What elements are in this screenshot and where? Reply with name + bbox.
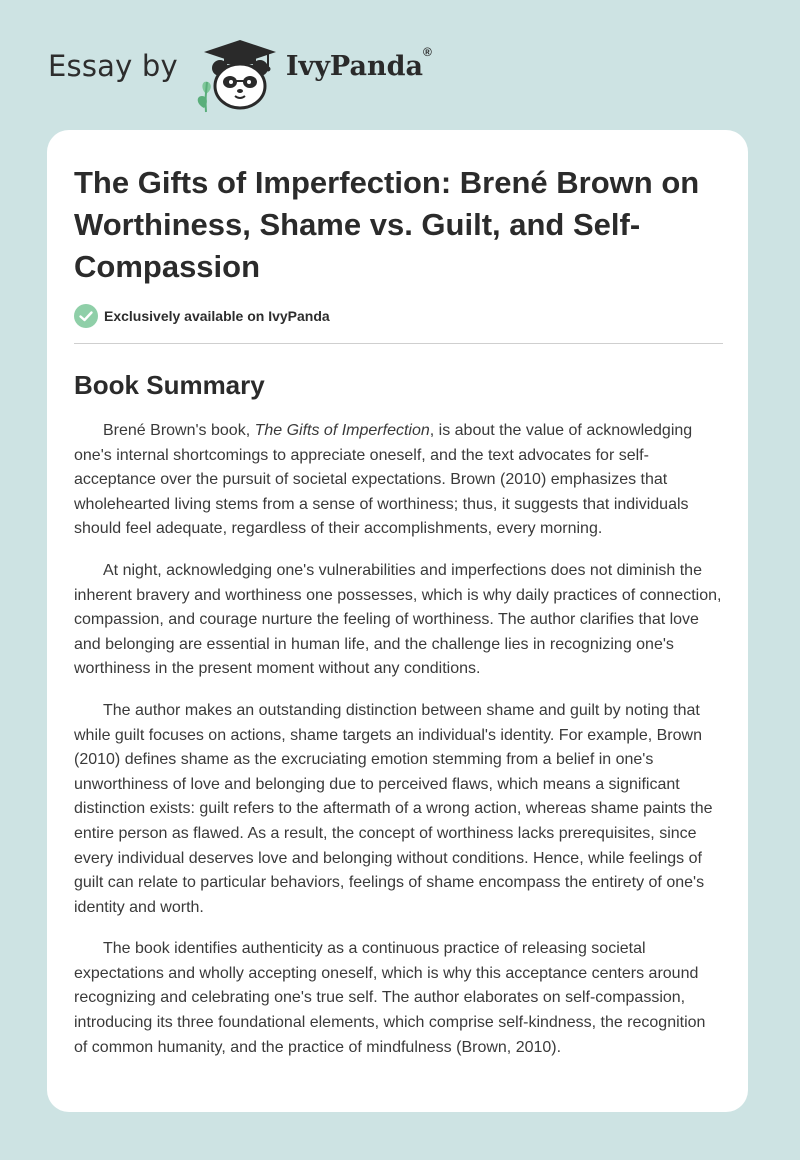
- essay-card: [47, 130, 748, 1112]
- essay-title: The Gifts of Imperfection: Brené Brown on Worthiness, Shame vs. Guilt, and Self-Compassion: [74, 165, 700, 284]
- book-title-italic: The Gifts of Imperfection: [254, 422, 430, 439]
- paragraph-1: [74, 419, 723, 542]
- paragraph-1-end: , is about the value of acknowledging one's internal shortcomings to appreciate oneself, and the text advocates for self-acceptance over the pursuit of societal expectations. Brown (2010) emphasizes that wholehearted living stems from a sense of worthiness; thus, it suggests that individuals should feel adequate, regardless of their accomplishments, every morning.: [74, 422, 693, 538]
- divider: [74, 343, 723, 344]
- exclusive-label: Exclusively available on IvyPanda: [104, 308, 330, 324]
- brand-name-text: IvyPanda: [285, 50, 423, 82]
- brand-name[interactable]: [285, 44, 432, 82]
- check-circle-icon: [74, 304, 98, 328]
- paragraph-4: The book identifies authenticity as a continuous practice of releasing societal expectations and wholly accepting oneself, which is why this acceptance centers around recognizing and celebrating one's true self. The author elaborates on self-compassion, introducing its three foundational elements, which comprise self-kindness, the recognition of common humanity, and the practice of mindfulness (Brown, 2010).: [74, 940, 706, 1056]
- essay-by-label: Essay by: [48, 49, 178, 83]
- site-header: [48, 34, 432, 114]
- section-heading: Book Summary: [74, 370, 265, 400]
- paragraph-1-start: Brené Brown's book,: [103, 422, 255, 439]
- panda-logo-icon[interactable]: [194, 38, 284, 114]
- registered-mark: ®: [422, 44, 432, 59]
- paragraph-3: The author makes an outstanding distinction between shame and guilt by noting that while guilt focuses on actions, shame targets an individual's identity. For example, Brown (2010) defines shame as the excruciating emotion stemming from a belief in one's unworthiness of love and belonging due to perceived flaws, which means a significant distinction exists: guilt refers to the aftermath of a wrong action, whereas shame paints the entire person as flawed. As a result, the concept of worthiness lacks prerequisites, since every individual deserves love and belonging without conditions. Hence, while feelings of guilt can relate to particular behaviors, feelings of shame encompass the entirety of one's identity and worth.: [74, 701, 713, 916]
- exclusive-badge: [74, 303, 722, 329]
- essay-body: [74, 419, 723, 1060]
- paragraph-2: At night, acknowledging one's vulnerabilities and imperfections does not diminish the inherent bravery and worthiness one possesses, which is why daily practices of connection, compassion, and courage nurture the feeling of worthiness. The author clarifies that love and belonging are essential in human life, and the challenge lies in recognizing one's worthiness in the present moment without any conditions.: [74, 561, 722, 678]
